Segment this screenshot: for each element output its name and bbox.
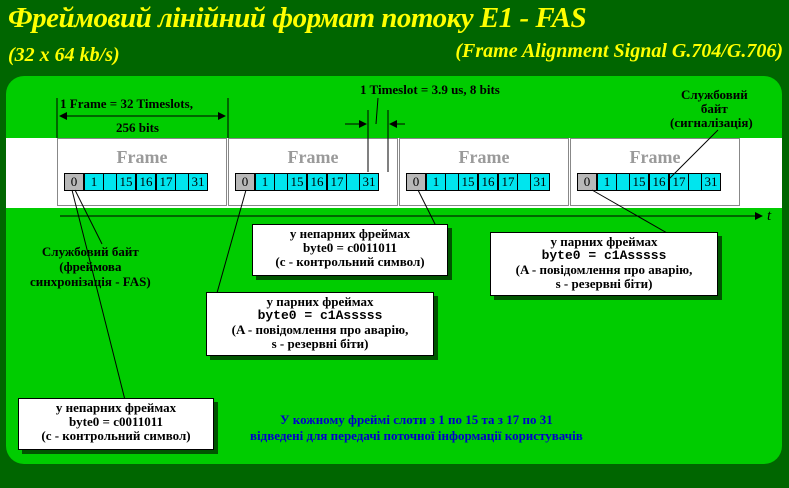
timeslot-1: 1 [597,173,617,191]
odd-box-pointer-1 [72,190,125,400]
frame-label: Frame [458,147,510,167]
fas-line: Службовий байт [41,244,139,259]
signaling-line: (сигналізація) [670,115,753,130]
timeslot-15: 15 [458,173,478,191]
timeslot-1: 1 [84,173,104,191]
signaling-byte-label [670,87,753,130]
frame-bits-label: 256 bits [116,120,159,135]
timeslot-31: 31 [188,173,208,191]
signaling-pointer [668,130,718,180]
odd-box-note: (c - контрольний символ) [41,428,191,443]
timeslot-16: 16 [478,173,498,191]
timeslot-31: 31 [701,173,721,191]
timeslot-16: 16 [649,173,669,191]
timeslot-0: 0 [64,173,84,191]
odd-box-note: (c - контрольний символ) [275,254,425,269]
timeslot-17: 17 [327,173,347,191]
even-box-byte: byte0 = c1Asssss [257,308,383,323]
odd-frames-box [252,224,448,276]
time-axis-label: t [767,208,772,224]
even-box-byte: byte0 = c1Asssss [541,248,667,263]
odd-box-title: у непарних фреймах [55,400,177,415]
even-box-note-2: s - резервні біти) [555,276,653,291]
fas-line: (фреймова [59,259,122,274]
odd-box-byte: byte0 = c0011011 [302,240,398,255]
page-title: Фреймовий лінійний формат потоку Е1 - FAS [8,2,587,34]
even-box-pointer-1 [215,190,246,300]
timeslot-15: 15 [287,173,307,191]
timeslot-17: 17 [156,173,176,191]
timeslot-15: 15 [116,173,136,191]
timeslot-15: 15 [629,173,649,191]
timeslot-16: 16 [136,173,156,191]
timeslot-0: 0 [406,173,426,191]
frame-label: Frame [629,147,681,167]
even-frames-box-2 [206,292,434,356]
even-box-note: (A - повідомлення про аварію, [515,262,693,277]
odd-frames-box-2 [18,398,214,450]
odd-box-byte: byte0 = c0011011 [68,414,164,429]
timeslot-31: 31 [359,173,379,191]
fas-byte-label [30,244,151,289]
timeslot-1: 1 [426,173,446,191]
even-box-note: (A - повідомлення про аварію, [231,322,409,337]
timeslot-1: 1 [255,173,275,191]
timeslot-length-label: 1 Timeslot = 3.9 us, 8 bits [360,82,500,97]
even-box-note-2: s - резервні біти) [271,336,369,351]
even-box-title: у парних фреймах [550,234,658,249]
timeslot-16: 16 [307,173,327,191]
footer-note [250,412,583,444]
even-box-title: у парних фреймах [266,294,374,309]
fas-subtitle: (Frame Alignment Signal G.704/G.706) [455,40,783,62]
timeslot-31: 31 [530,173,550,191]
timeslot-0: 0 [235,173,255,191]
frame-length-label: 1 Frame = 32 Timeslots, [60,96,193,111]
timeslot-17: 17 [498,173,518,191]
footer-line: У кожному фреймі слоти з 1 по 15 та з 17 по 31 [279,412,553,427]
even-frames-box [490,232,718,296]
timeslot-0: 0 [577,173,597,191]
signaling-line: байт [700,101,728,116]
signaling-line: Службовий [680,87,748,102]
frame-label: Frame [287,147,339,167]
fas-line: синхронізація - FAS) [30,274,151,289]
timeslot-pointer [376,98,378,124]
odd-box-title: у непарних фреймах [289,226,411,241]
frame-label: Frame [116,147,168,167]
bitrate-subtitle: (32 x 64 kb/s) [8,44,120,66]
footer-line: відведені для передачі поточної інформації користувачів [250,428,583,443]
timeslot-17: 17 [669,173,689,191]
